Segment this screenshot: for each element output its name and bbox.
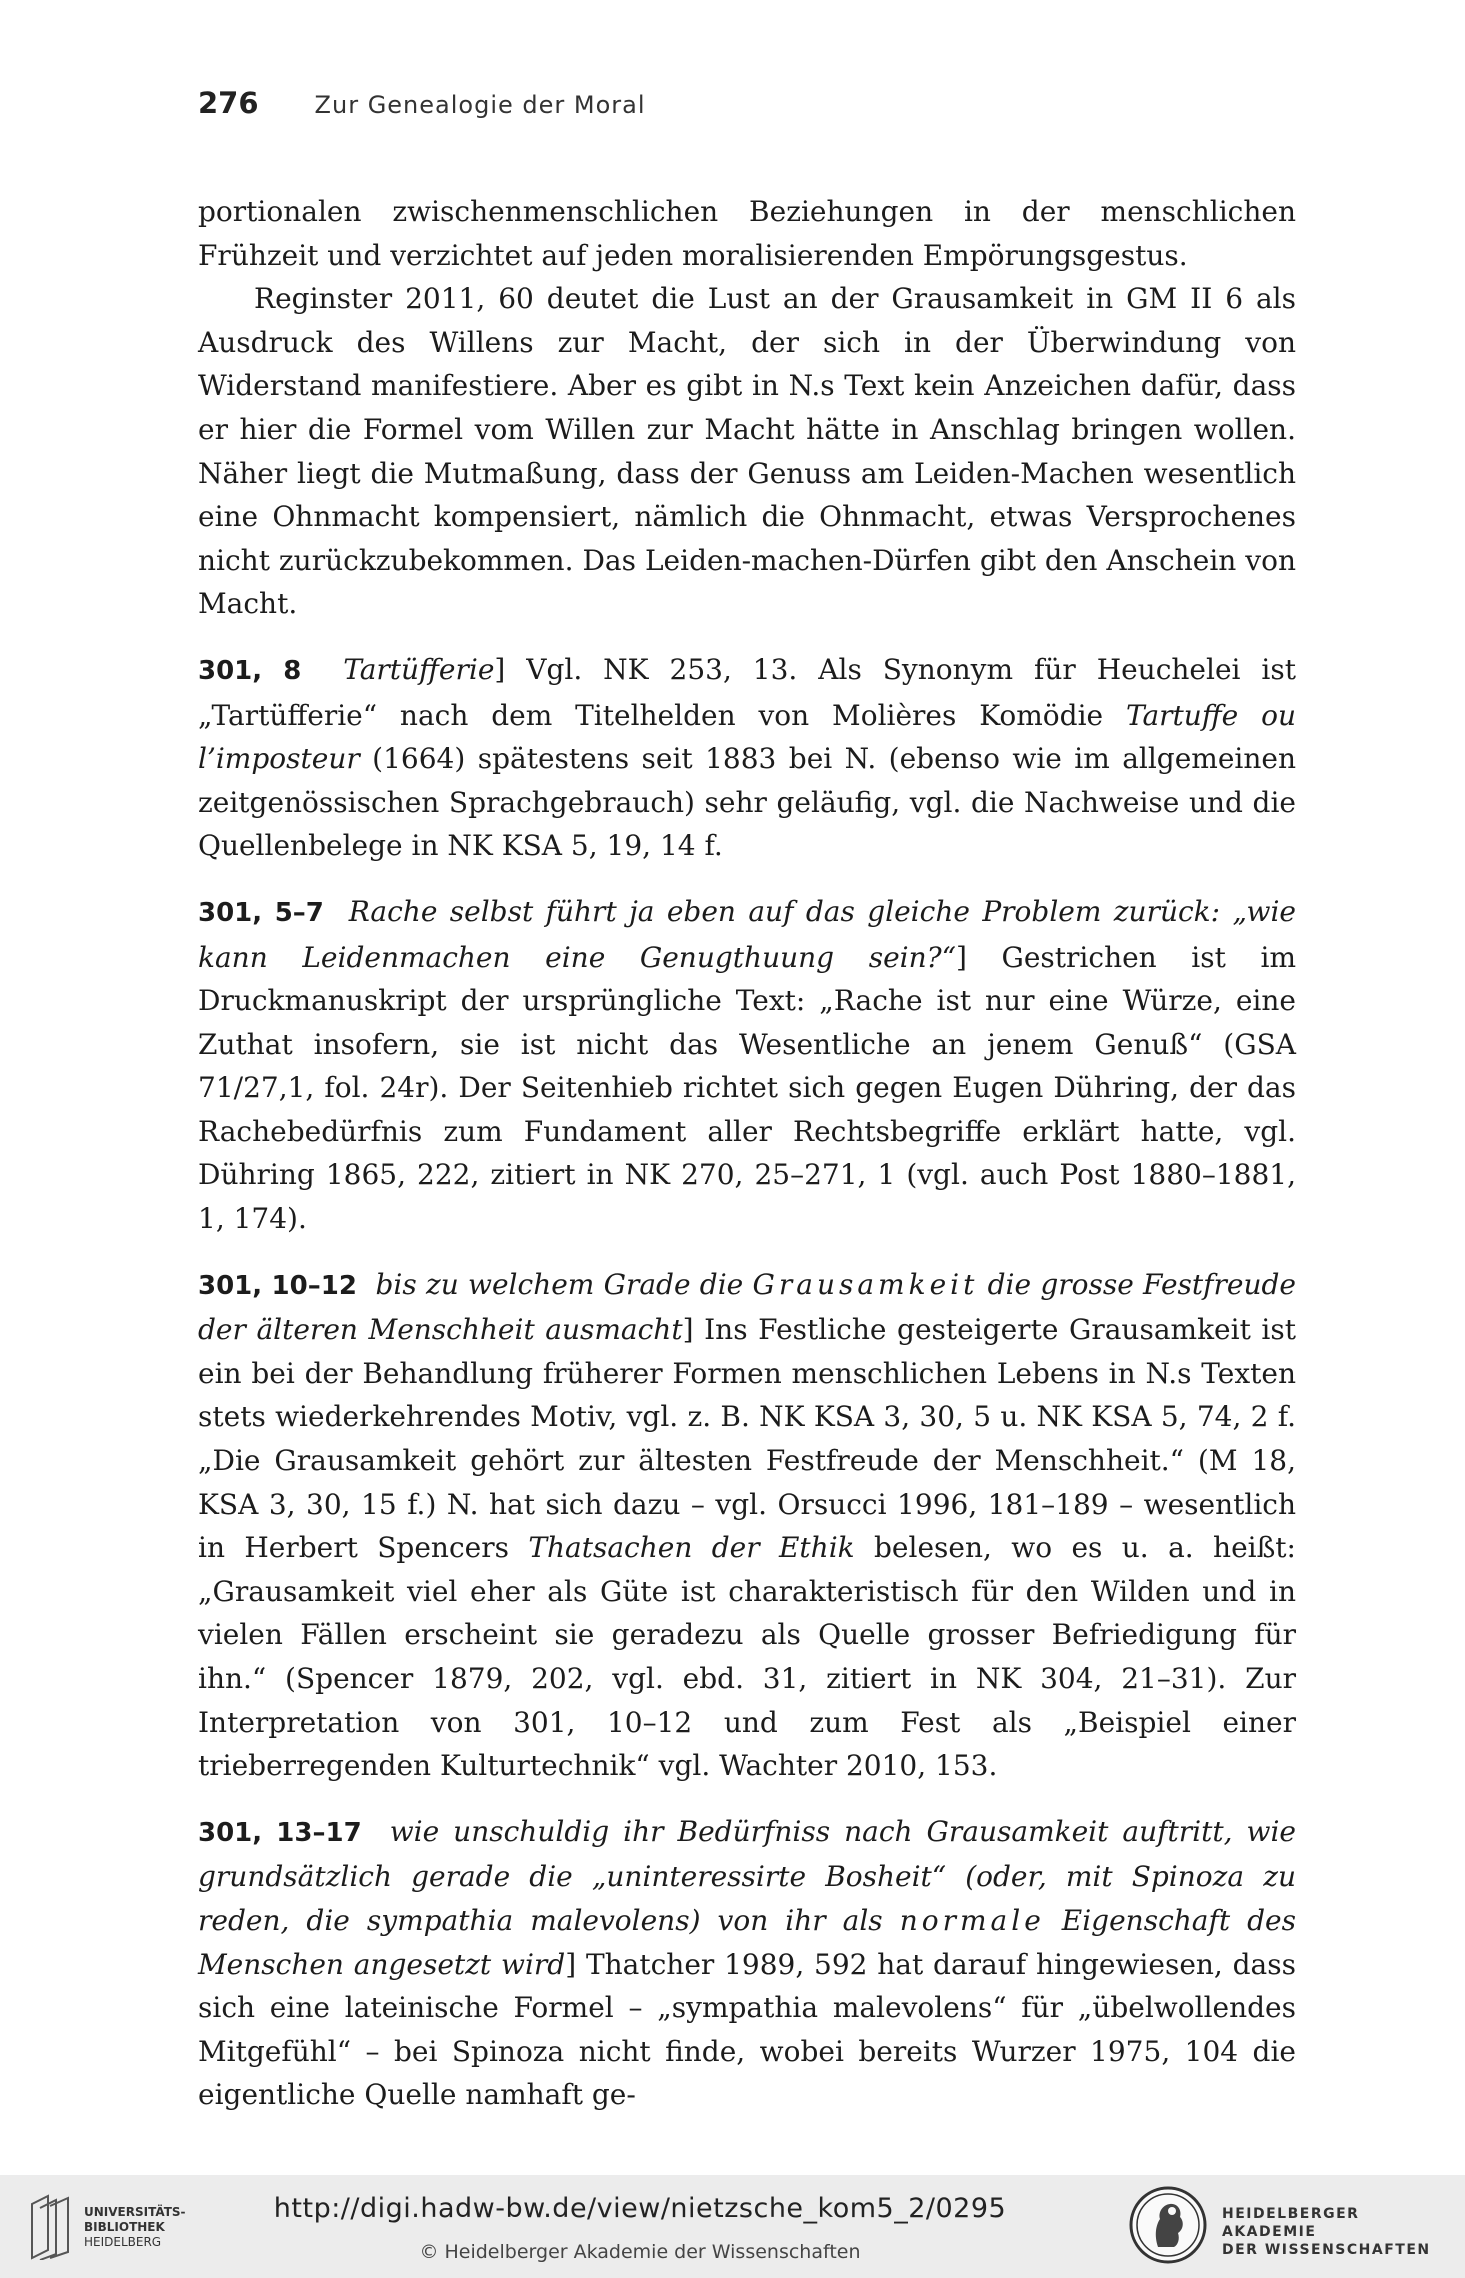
- lemma-spaced-word: Grausamkeit: [752, 1267, 979, 1301]
- line-reference: 301, 13–17: [198, 1817, 362, 1848]
- paragraph: portionalen zwischenmenschlichen Beziehungen in der menschlichen Frühzeit und verzichtet auf jeden moralisierenden Empörungsgestus.: [198, 195, 1296, 272]
- entry-text: ] Ins Festliche gesteigerte Grausamkeit ist ein bei der Behandlung früherer Formen menschlichen Lebens in N.s Texten stets wiederkehrendes Motiv, vgl. z. B. NK KSA 3, 30, 5 u. NK KSA 5, 74, 2 f. „Die Grausamkeit gehört zur ältesten Festfreude der Menschheit.“ (M 18, KSA 3, 30, 15 f.) N. hat sich dazu – vgl. Orsucci 1996, 181–189 – wesentlich in Herbert Spencers: [198, 1313, 1296, 1565]
- entry-text: ] Vgl. NK 253, 13. Als Synonym für Heuchelei ist „Tartüfferie“ nach dem Titelhelden von Molières Komödie: [198, 652, 1296, 732]
- work-title: Tartuffe ou l’imposteur: [198, 698, 1296, 776]
- lemma-spaced-word: normale: [899, 1903, 1045, 1937]
- commentary-entry: [198, 1810, 1296, 2117]
- copyright-notice: © Heidelberger Akademie der Wissenschaften: [419, 2241, 861, 2263]
- academy-name-line: HEIDELBERGER AKADEMIE: [1222, 2206, 1360, 2240]
- lemma: die grosse Festfreude der älteren Menschheit ausmacht: [198, 1267, 1296, 1347]
- commentary-entry: [198, 1263, 1296, 1788]
- lemma: Rache selbst führt ja eben auf das gleiche Problem zurück: „wie kann Leidenmachen eine Genugthuung sein?“: [198, 894, 1296, 974]
- library-book-icon: [28, 2194, 74, 2260]
- library-name-line: BIBLIOTHEK: [84, 2219, 165, 2234]
- academy-name: [1222, 2205, 1452, 2259]
- lemma: Tartüfferie: [343, 652, 495, 686]
- commentary-entry: [198, 648, 1296, 868]
- university-library-logo[interactable]: [28, 2189, 193, 2265]
- academy-seal-icon[interactable]: [1128, 2185, 1208, 2265]
- entry-text: ] Gestrichen ist im Druckmanuskript der ursprüngliche Text: „Rache ist nur eine Würze, eine Zuthat insofern, sie ist nicht das Wesentliche an jenem Genuß“ (GSA 71/27,1, fol. 24r). Der Seitenhieb richtet sich gegen Eugen Dühring, der das Rachebedürfnis zum Fundament aller Rechtsbegriffe erklärt hatte, vgl. Dühring 1865, 222, zitiert in NK 270, 25–271, 1 (vgl. auch Post 1880–1881, 1, 174).: [198, 940, 1296, 1236]
- paragraph: Reginster 2011, 60 deutet die Lust an der Grausamkeit in GM II 6 als Ausdruck des Willens zur Macht, der sich in der Überwindung von Widerstand manifestiere. Aber es gibt in N.s Text kein Anzeichen dafür, dass er hier die Formel vom Willen zur Macht hätte in Anschlag bringen wollen. Näher liegt die Mutmaßung, dass der Genuss am Leiden-Machen wesentlich eine Ohnmacht kompensiert, nämlich die Ohnmacht, etwas Versprochenes nicht zurückzubekommen. Das Leiden-machen-Dürfen gibt den Anschein von Macht.: [198, 282, 1296, 621]
- lemma: Eigenschaft des Menschen angesetzt wird: [198, 1903, 1296, 1981]
- line-reference: 301, 8: [198, 655, 302, 686]
- lemma: bis zu welchem Grade die: [375, 1267, 753, 1301]
- footer-bar: [0, 2175, 1465, 2278]
- entry-text: (1664) spätestens seit 1883 bei N. (ebenso wie im allgemeinen zeitgenössischen Sprachgebrauch) sehr geläufig, vgl. die Nachweise und die Quellenbelege in NK KSA 5, 19, 14 f.: [198, 742, 1296, 863]
- library-city: HEIDELBERG: [84, 2234, 162, 2249]
- academy-name-line: DER WISSENSCHAFTEN: [1222, 2242, 1431, 2258]
- running-title: Zur Genealogie der Moral: [314, 91, 646, 119]
- entry-text: ] Thatcher 1989, 592 hat darauf hingewiesen, dass sich eine lateinische Formel – „sympathia malevolens“ für „übelwollendes Mitgefühl“ – bei Spinoza nicht finde, wobei bereits Wurzer 1975, 104 die eigentliche Quelle namhaft ge-: [198, 1947, 1296, 2112]
- line-reference: 301, 10–12: [198, 1270, 357, 1301]
- line-reference: 301, 5–7: [198, 897, 324, 928]
- page-number: 276: [198, 86, 259, 120]
- library-name-line: UNIVERSITÄTS-: [84, 2204, 186, 2219]
- work-title: Thatsachen der Ethik: [528, 1531, 855, 1565]
- source-url-link[interactable]: http://digi.hadw-bw.de/view/nietzsche_kom5_2/0295: [273, 2193, 1007, 2224]
- commentary-body: [198, 190, 1296, 2117]
- commentary-entry: [198, 890, 1296, 1241]
- entry-text: belesen, wo es u. a. heißt: „Grausamkeit viel eher als Güte ist charakteristisch für den Wilden und in vielen Fällen erscheint sie geradezu als Quelle grosser Befriedigung für ihn.“ (Spencer 1879, 202, vgl. ebd. 31, zitiert in NK 304, 21–31). Zur Interpretation von 301, 10–12 und zum Fest als „Beispiel einer trieberregenden Kulturtechnik“ vgl. Wachter 2010, 153.: [198, 1531, 1296, 1783]
- lemma: wie unschuldig ihr Bedürfniss nach Grausamkeit auftritt, wie grundsätzlich gerade die „uninteressirte Bosheit“ (oder, mit Spinoza zu reden, die sympathia malevolens) von ihr als: [198, 1814, 1296, 1937]
- page-header: [198, 86, 1298, 126]
